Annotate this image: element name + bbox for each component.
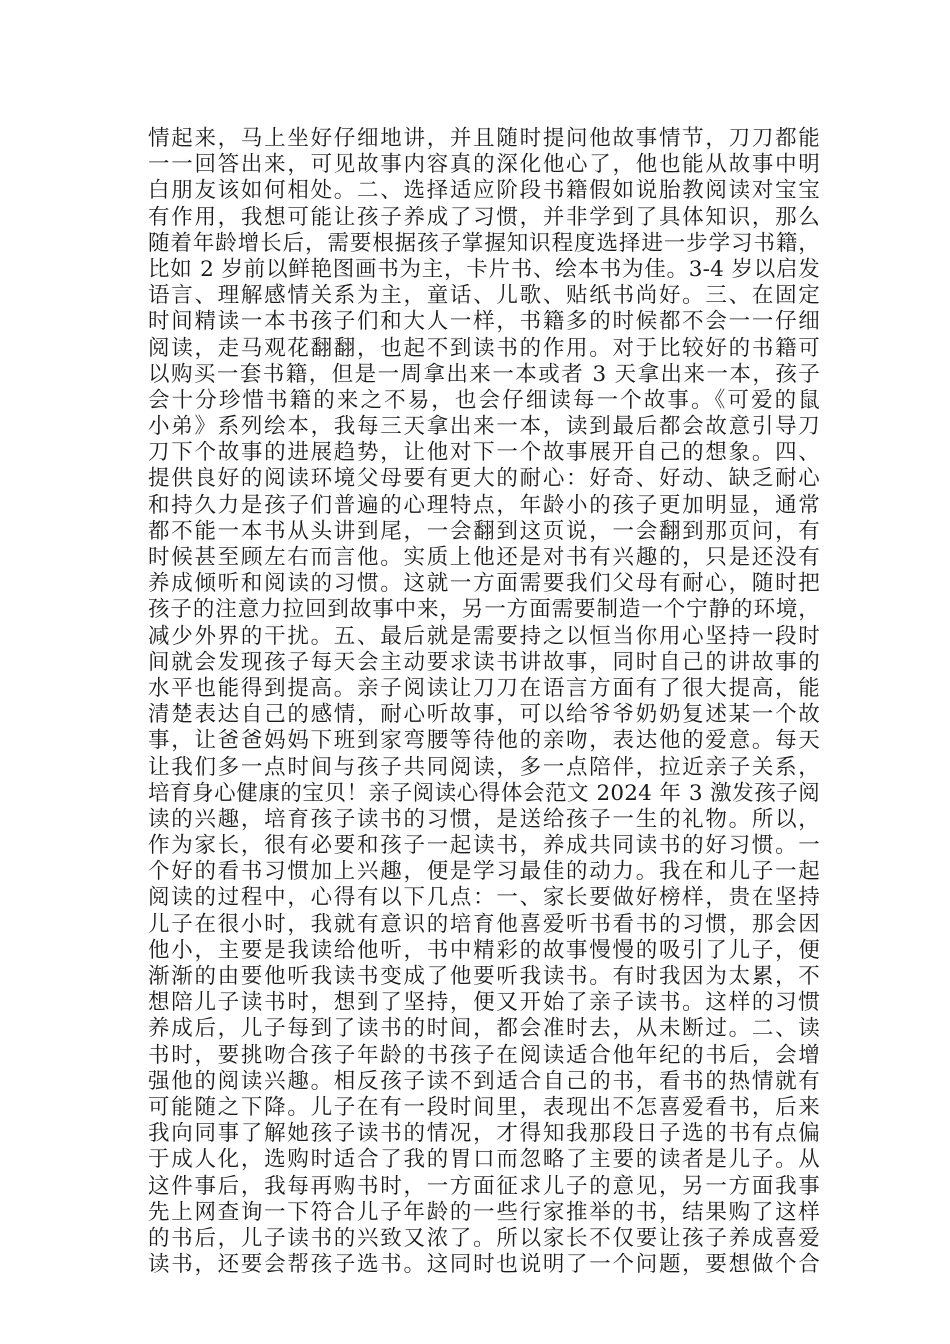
text-line: 读书，还要会帮孩子选书。这同时也说明了一个问题，要想做个合 xyxy=(148,1252,820,1278)
text-line: 小弟》系列绘本，我每三天拿出来一本，读到最后都会故意引导刀 xyxy=(148,414,820,440)
text-line: 儿子在很小时，我就有意识的培育他喜爱听书看书的习惯，那会因 xyxy=(148,911,820,937)
text-line: 培育身心健康的宝贝！亲子阅读心得体会范文 2024 年 3 激发孩子阅 xyxy=(148,780,820,806)
text-line: 这件事后，我每再购书时，一方面征求儿子的意见，另一方面我事 xyxy=(148,1173,820,1199)
text-line: 他小，主要是我读给他听，书中精彩的故事慢慢的吸引了儿子，便 xyxy=(148,937,820,963)
text-line: 读的兴趣，培育孩子读书的习惯，是送给孩子一生的礼物。所以， xyxy=(148,806,820,832)
text-line: 阅读的过程中，心得有以下几点：一、家长要做好榜样，贵在坚持 xyxy=(148,885,820,911)
text-line: 情起来，马上坐好仔细地讲，并且随时提问他故事情节，刀刀都能 xyxy=(148,126,820,151)
text-line: 个好的看书习惯加上兴趣，便是学习最佳的动力。我在和儿子一起 xyxy=(148,859,820,885)
text-line: 阅读，走马观花翻翻，也起不到读书的作用。对于比较好的书籍可 xyxy=(148,335,820,361)
body-text xyxy=(148,126,820,1278)
text-line: 养成后，儿子每到了读书的时间，都会准时去，从未断过。二、读 xyxy=(148,1016,820,1042)
text-line: 水平也能得到提高。亲子阅读让刀刀在语言方面有了很大提高，能 xyxy=(148,675,820,701)
text-line: 白朋友该如何相处。二、选择适应阶段书籍假如说胎教阅读对宝宝 xyxy=(148,178,820,204)
text-line: 比如 2 岁前以鲜艳图画书为主，卡片书、绘本书为佳。3-4 岁以启发 xyxy=(148,256,820,282)
text-line: 时候甚至顾左右而言他。实质上他还是对书有兴趣的，只是还没有 xyxy=(148,545,820,570)
text-line: 语言、理解感情关系为主，童话、儿歌、贴纸书尚好。三、在固定 xyxy=(148,283,820,309)
text-line: 渐渐的由要他听我读书变成了他要听我读书。有时我因为太累，不 xyxy=(148,964,820,989)
text-line: 事，让爸爸妈妈下班到家弯腰等待他的亲吻，表达他的爱意。每天 xyxy=(148,728,820,754)
text-line: 书时，要挑吻合孩子年龄的书孩子在阅读适合他年纪的书后，会增 xyxy=(148,1042,820,1068)
text-line: 会十分珍惜书籍的来之不易，也会仔细读每一个故事。《可爱的鼠 xyxy=(148,387,820,413)
text-line: 的书后，儿子读书的兴致又浓了。所以家长不仅要让孩子养成喜爱 xyxy=(148,1225,820,1251)
text-line: 有作用，我想可能让孩子养成了习惯，并非学到了具体知识，那么 xyxy=(148,204,820,230)
text-line: 孩子的注意力拉回到故事中来，另一方面需要制造一个宁静的环境， xyxy=(148,597,820,623)
text-line: 和持久力是孩子们普遍的心理特点，年龄小的孩子更加明显，通常 xyxy=(148,492,820,518)
text-line: 刀下个故事的进展趋势，让他对下一个故事展开自己的想象。四、 xyxy=(148,440,820,466)
text-line: 于成人化，选购时适合了我的胃口而忽略了主要的读者是儿子。从 xyxy=(148,1147,820,1173)
text-line: 提供良好的阅读环境父母要有更大的耐心：好奇、好动、缺乏耐心 xyxy=(148,466,820,492)
text-line: 时间精读一本书孩子们和大人一样，书籍多的时候都不会一一仔细 xyxy=(148,309,820,335)
text-line: 以购买一套书籍，但是一周拿出来一本或者 3 天拿出来一本，孩子 xyxy=(148,361,820,387)
text-line: 减少外界的干扰。五、最后就是需要持之以恒当你用心坚持一段时 xyxy=(148,623,820,649)
text-line: 我向同事了解她孩子读书的情况，才得知我那段日子选的书有点偏 xyxy=(148,1121,820,1147)
text-line: 间就会发现孩子每天会主动要求读书讲故事，同时自己的讲故事的 xyxy=(148,649,820,675)
text-line: 先上网查询一下符合儿子年龄的一些行家推举的书，结果购了这样 xyxy=(148,1199,820,1225)
text-line: 清楚表达自己的感情，耐心听故事，可以给爷爷奶奶复述某一个故 xyxy=(148,702,820,728)
text-line: 一一回答出来，可见故事内容真的深化他心了，他也能从故事中明 xyxy=(148,152,820,178)
text-line: 养成倾听和阅读的习惯。这就一方面需要我们父母有耐心，随时把 xyxy=(148,571,820,597)
text-line: 想陪儿子读书时，想到了坚持，便又开始了亲子读书。这样的习惯 xyxy=(148,990,820,1016)
text-line: 强他的阅读兴趣。相反孩子读不到适合自己的书，看书的热情就有 xyxy=(148,1068,820,1094)
text-line: 随着年龄增长后，需要根据孩子掌握知识程度选择进一步学习书籍， xyxy=(148,230,820,256)
text-line: 作为家长，很有必要和孩子一起读书，养成共同读书的好习惯。一 xyxy=(148,833,820,859)
text-line: 可能随之下降。儿子在有一段时间里，表现出不怎喜爱看书，后来 xyxy=(148,1094,820,1120)
text-line: 都不能一本书从头讲到尾，一会翻到这页说，一会翻到那页问，有 xyxy=(148,518,820,544)
text-line: 让我们多一点时间与孩子共同阅读，多一点陪伴，拉近亲子关系， xyxy=(148,754,820,780)
